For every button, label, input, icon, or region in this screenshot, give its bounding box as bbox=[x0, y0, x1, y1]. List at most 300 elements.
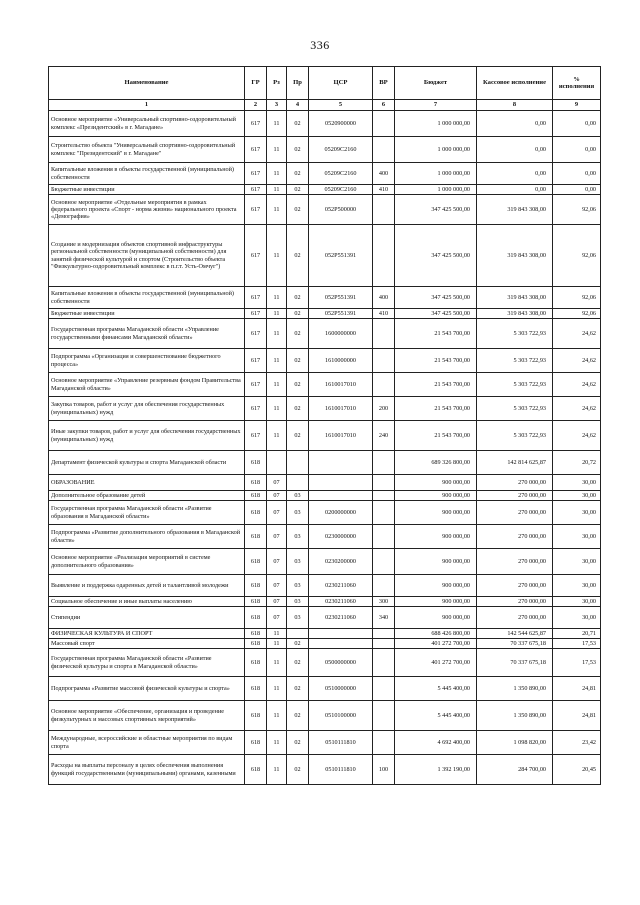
cell-cash: 319 843 308,00 bbox=[477, 309, 553, 319]
cell-csr: 1610017010 bbox=[309, 373, 373, 397]
cell-vr bbox=[373, 701, 395, 731]
cell-pr bbox=[287, 475, 309, 491]
cell-name: Бюджетные инвестиции bbox=[49, 185, 245, 195]
cell-gr: 618 bbox=[245, 451, 267, 475]
cell-pct: 92,06 bbox=[553, 309, 601, 319]
cell-gr: 617 bbox=[245, 137, 267, 163]
column-header: ЦСР bbox=[309, 67, 373, 100]
cell-name: Государственная программа Магаданской области «Управление государственными финансами Магаданской области» bbox=[49, 319, 245, 349]
table-row bbox=[49, 525, 601, 549]
cell-cash: 5 303 722,93 bbox=[477, 421, 553, 451]
cell-gr: 618 bbox=[245, 501, 267, 525]
cell-pct: 0,00 bbox=[553, 137, 601, 163]
cell-cash: 142 814 625,87 bbox=[477, 451, 553, 475]
cell-cash: 270 000,00 bbox=[477, 501, 553, 525]
cell-cash: 70 337 675,18 bbox=[477, 639, 553, 649]
cell-pct: 24,81 bbox=[553, 677, 601, 701]
cell-gr: 617 bbox=[245, 195, 267, 225]
cell-gr: 617 bbox=[245, 185, 267, 195]
cell-pr: 03 bbox=[287, 501, 309, 525]
cell-rz bbox=[267, 451, 287, 475]
cell-budget: 900 000,00 bbox=[395, 575, 477, 597]
cell-rz: 07 bbox=[267, 597, 287, 607]
table-row bbox=[49, 649, 601, 677]
cell-csr: 05209С2160 bbox=[309, 185, 373, 195]
cell-pr: 02 bbox=[287, 731, 309, 755]
cell-pr: 02 bbox=[287, 701, 309, 731]
cell-name: Основное мероприятие «Универсальный спортивно-оздоровительный комплекс «Президентский» в г. Магадане» bbox=[49, 111, 245, 137]
cell-rz: 07 bbox=[267, 491, 287, 501]
cell-csr: 052P551391 bbox=[309, 225, 373, 287]
cell-cash: 1 350 890,00 bbox=[477, 701, 553, 731]
cell-pct: 17,53 bbox=[553, 649, 601, 677]
cell-pct: 17,53 bbox=[553, 639, 601, 649]
cell-pct: 24,62 bbox=[553, 421, 601, 451]
cell-budget: 1 000 000,00 bbox=[395, 163, 477, 185]
table-row bbox=[49, 607, 601, 629]
cell-csr: 0230211060 bbox=[309, 575, 373, 597]
table-row bbox=[49, 701, 601, 731]
cell-pct: 92,06 bbox=[553, 195, 601, 225]
cell-vr: 300 bbox=[373, 597, 395, 607]
cell-pct: 24,62 bbox=[553, 349, 601, 373]
cell-budget: 900 000,00 bbox=[395, 491, 477, 501]
table-row bbox=[49, 137, 601, 163]
cell-budget: 900 000,00 bbox=[395, 525, 477, 549]
cell-pr: 02 bbox=[287, 225, 309, 287]
cell-gr: 617 bbox=[245, 373, 267, 397]
cell-rz: 11 bbox=[267, 649, 287, 677]
cell-rz: 07 bbox=[267, 475, 287, 491]
cell-gr: 618 bbox=[245, 639, 267, 649]
cell-name: Расходы на выплаты персоналу в целях обеспечения выполнения функций государственными (муниципальными) органами, казенными bbox=[49, 755, 245, 785]
cell-csr: 1610000000 bbox=[309, 349, 373, 373]
table-row bbox=[49, 319, 601, 349]
cell-name: Департамент физической культуры и спорта Магаданской области bbox=[49, 451, 245, 475]
cell-pr: 02 bbox=[287, 319, 309, 349]
cell-vr bbox=[373, 475, 395, 491]
cell-pct: 24,62 bbox=[553, 319, 601, 349]
cell-budget: 900 000,00 bbox=[395, 475, 477, 491]
cell-name: Основное мероприятие «Реализация мероприятий в системе дополнительного образования» bbox=[49, 549, 245, 575]
cell-rz: 07 bbox=[267, 501, 287, 525]
cell-rz: 11 bbox=[267, 195, 287, 225]
cell-pct: 30,00 bbox=[553, 549, 601, 575]
cell-cash: 0,00 bbox=[477, 111, 553, 137]
table-row bbox=[49, 597, 601, 607]
cell-vr bbox=[373, 373, 395, 397]
cell-name: Капитальные вложения в объекты государственной (муниципальной) собственности bbox=[49, 163, 245, 185]
cell-csr: 052P551391 bbox=[309, 287, 373, 309]
cell-csr bbox=[309, 475, 373, 491]
page-number: 336 bbox=[310, 38, 330, 52]
cell-name: ОБРАЗОВАНИЕ bbox=[49, 475, 245, 491]
cell-budget: 689 326 800,00 bbox=[395, 451, 477, 475]
cell-cash: 270 000,00 bbox=[477, 607, 553, 629]
table-row bbox=[49, 163, 601, 185]
cell-cash: 0,00 bbox=[477, 137, 553, 163]
cell-pr bbox=[287, 451, 309, 475]
column-index: 7 bbox=[395, 100, 477, 111]
cell-vr bbox=[373, 501, 395, 525]
cell-gr: 618 bbox=[245, 597, 267, 607]
cell-cash: 270 000,00 bbox=[477, 475, 553, 491]
cell-name: Основное мероприятие «Управление резервным фондом Правительства Магаданской области» bbox=[49, 373, 245, 397]
cell-pct: 30,00 bbox=[553, 575, 601, 597]
cell-gr: 618 bbox=[245, 731, 267, 755]
cell-cash: 0,00 bbox=[477, 163, 553, 185]
cell-cash: 1 098 820,00 bbox=[477, 731, 553, 755]
cell-vr bbox=[373, 349, 395, 373]
header-row bbox=[49, 67, 601, 100]
cell-rz: 11 bbox=[267, 397, 287, 421]
table-row bbox=[49, 349, 601, 373]
cell-budget: 4 692 400,00 bbox=[395, 731, 477, 755]
cell-gr: 617 bbox=[245, 287, 267, 309]
cell-cash: 270 000,00 bbox=[477, 491, 553, 501]
cell-pr bbox=[287, 629, 309, 639]
cell-name: Основное мероприятие «Отдельные мероприятия в рамках федерального проекта «Спорт - норма жизни» национального проекта «Демография» bbox=[49, 195, 245, 225]
cell-gr: 617 bbox=[245, 309, 267, 319]
cell-gr: 617 bbox=[245, 349, 267, 373]
cell-pr: 03 bbox=[287, 525, 309, 549]
cell-gr: 618 bbox=[245, 549, 267, 575]
cell-cash: 70 337 675,18 bbox=[477, 649, 553, 677]
cell-csr: 05209С2160 bbox=[309, 163, 373, 185]
cell-gr: 617 bbox=[245, 163, 267, 185]
column-header: Наименование bbox=[49, 67, 245, 100]
cell-pr: 02 bbox=[287, 163, 309, 185]
cell-gr: 618 bbox=[245, 701, 267, 731]
cell-budget: 347 425 500,00 bbox=[395, 287, 477, 309]
cell-pr: 02 bbox=[287, 649, 309, 677]
cell-name: Иные закупки товаров, работ и услуг для обеспечения государственных (муниципальных) нужд bbox=[49, 421, 245, 451]
cell-rz: 07 bbox=[267, 607, 287, 629]
cell-rz: 11 bbox=[267, 349, 287, 373]
cell-vr bbox=[373, 525, 395, 549]
cell-rz: 11 bbox=[267, 287, 287, 309]
cell-rz: 11 bbox=[267, 677, 287, 701]
cell-csr bbox=[309, 629, 373, 639]
table-row bbox=[49, 185, 601, 195]
table-row bbox=[49, 287, 601, 309]
column-header: ВР bbox=[373, 67, 395, 100]
cell-vr bbox=[373, 677, 395, 701]
cell-pct: 30,00 bbox=[553, 597, 601, 607]
column-index: 8 bbox=[477, 100, 553, 111]
column-header: Бюджет bbox=[395, 67, 477, 100]
cell-gr: 618 bbox=[245, 475, 267, 491]
cell-cash: 270 000,00 bbox=[477, 575, 553, 597]
cell-pct: 30,00 bbox=[553, 501, 601, 525]
column-header: Пр bbox=[287, 67, 309, 100]
cell-csr: 052P551391 bbox=[309, 309, 373, 319]
cell-cash: 5 303 722,93 bbox=[477, 373, 553, 397]
cell-pct: 30,00 bbox=[553, 525, 601, 549]
cell-csr: 0200000000 bbox=[309, 501, 373, 525]
cell-rz: 11 bbox=[267, 163, 287, 185]
cell-rz: 11 bbox=[267, 639, 287, 649]
column-header: % исполнения bbox=[553, 67, 601, 100]
cell-vr bbox=[373, 649, 395, 677]
cell-budget: 347 425 500,00 bbox=[395, 309, 477, 319]
cell-gr: 618 bbox=[245, 629, 267, 639]
cell-rz: 11 bbox=[267, 111, 287, 137]
cell-vr bbox=[373, 549, 395, 575]
cell-csr: 1600000000 bbox=[309, 319, 373, 349]
cell-budget: 21 543 700,00 bbox=[395, 319, 477, 349]
cell-pr: 03 bbox=[287, 575, 309, 597]
cell-budget: 21 543 700,00 bbox=[395, 397, 477, 421]
cell-vr bbox=[373, 639, 395, 649]
cell-pr: 03 bbox=[287, 607, 309, 629]
cell-budget: 347 425 500,00 bbox=[395, 225, 477, 287]
cell-cash: 5 303 722,93 bbox=[477, 397, 553, 421]
cell-pr: 02 bbox=[287, 309, 309, 319]
cell-rz: 11 bbox=[267, 225, 287, 287]
cell-csr bbox=[309, 639, 373, 649]
cell-gr: 617 bbox=[245, 225, 267, 287]
cell-cash: 319 843 308,00 bbox=[477, 225, 553, 287]
cell-pr: 02 bbox=[287, 677, 309, 701]
cell-budget: 1 392 190,00 bbox=[395, 755, 477, 785]
cell-vr bbox=[373, 629, 395, 639]
cell-vr bbox=[373, 731, 395, 755]
cell-pr: 02 bbox=[287, 195, 309, 225]
cell-rz: 07 bbox=[267, 525, 287, 549]
cell-pct: 23,42 bbox=[553, 731, 601, 755]
column-header: Рз bbox=[267, 67, 287, 100]
table-row bbox=[49, 373, 601, 397]
cell-cash: 5 303 722,93 bbox=[477, 319, 553, 349]
cell-budget: 900 000,00 bbox=[395, 501, 477, 525]
cell-csr: 0510111810 bbox=[309, 731, 373, 755]
cell-name: Подпрограмма «Организация и совершенствование бюджетного процесса» bbox=[49, 349, 245, 373]
cell-gr: 617 bbox=[245, 111, 267, 137]
cell-name: Государственная программа Магаданской области «Развитие физической культуры и спорта в Магаданской области» bbox=[49, 649, 245, 677]
column-index: 9 bbox=[553, 100, 601, 111]
cell-budget: 401 272 700,00 bbox=[395, 649, 477, 677]
cell-vr bbox=[373, 195, 395, 225]
cell-pct: 24,62 bbox=[553, 397, 601, 421]
cell-name: Дополнительное образование детей bbox=[49, 491, 245, 501]
cell-gr: 618 bbox=[245, 755, 267, 785]
cell-rz: 11 bbox=[267, 373, 287, 397]
cell-csr: 0510000000 bbox=[309, 677, 373, 701]
table-row bbox=[49, 639, 601, 649]
table-row bbox=[49, 421, 601, 451]
cell-vr: 200 bbox=[373, 397, 395, 421]
cell-pr: 02 bbox=[287, 373, 309, 397]
cell-rz: 11 bbox=[267, 137, 287, 163]
cell-vr: 410 bbox=[373, 185, 395, 195]
column-index: 4 bbox=[287, 100, 309, 111]
cell-pct: 0,00 bbox=[553, 111, 601, 137]
table-row bbox=[49, 549, 601, 575]
cell-name: Подпрограмма «Развитие дополнительного образования в Магаданской области» bbox=[49, 525, 245, 549]
cell-csr: 0230211060 bbox=[309, 607, 373, 629]
cell-vr: 400 bbox=[373, 287, 395, 309]
cell-budget: 688 426 800,00 bbox=[395, 629, 477, 639]
cell-pr: 02 bbox=[287, 397, 309, 421]
cell-vr: 240 bbox=[373, 421, 395, 451]
table-row bbox=[49, 475, 601, 491]
cell-csr: 0500000000 bbox=[309, 649, 373, 677]
cell-rz: 11 bbox=[267, 309, 287, 319]
table-row bbox=[49, 731, 601, 755]
cell-pct: 0,00 bbox=[553, 163, 601, 185]
cell-gr: 618 bbox=[245, 649, 267, 677]
table-row bbox=[49, 195, 601, 225]
cell-budget: 900 000,00 bbox=[395, 549, 477, 575]
table-row bbox=[49, 755, 601, 785]
cell-csr: 0510100000 bbox=[309, 701, 373, 731]
cell-rz: 07 bbox=[267, 575, 287, 597]
cell-vr: 400 bbox=[373, 163, 395, 185]
cell-pr: 03 bbox=[287, 549, 309, 575]
cell-csr: 052P500000 bbox=[309, 195, 373, 225]
cell-pr: 02 bbox=[287, 185, 309, 195]
table-row bbox=[49, 397, 601, 421]
cell-name: Подпрограмма «Развитие массовой физической культуры и спорта» bbox=[49, 677, 245, 701]
cell-budget: 5 445 400,00 bbox=[395, 677, 477, 701]
cell-pct: 30,00 bbox=[553, 475, 601, 491]
cell-cash: 270 000,00 bbox=[477, 525, 553, 549]
cell-name: Стипендии bbox=[49, 607, 245, 629]
cell-pr: 02 bbox=[287, 287, 309, 309]
cell-vr: 100 bbox=[373, 755, 395, 785]
cell-csr: 0230000000 bbox=[309, 525, 373, 549]
cell-csr bbox=[309, 451, 373, 475]
column-index: 6 bbox=[373, 100, 395, 111]
column-index: 1 bbox=[49, 100, 245, 111]
cell-name: Бюджетные инвестиции bbox=[49, 309, 245, 319]
cell-budget: 1 000 000,00 bbox=[395, 185, 477, 195]
column-header: ГР bbox=[245, 67, 267, 100]
cell-gr: 617 bbox=[245, 397, 267, 421]
cell-budget: 21 543 700,00 bbox=[395, 349, 477, 373]
table-row bbox=[49, 629, 601, 639]
cell-pr: 02 bbox=[287, 137, 309, 163]
table-row bbox=[49, 451, 601, 475]
cell-vr bbox=[373, 319, 395, 349]
cell-csr: 0230211060 bbox=[309, 597, 373, 607]
cell-name: Строительство объекта "Универсальный спортивно-оздоровительный комплекс "Президентский" в г. Магадане" bbox=[49, 137, 245, 163]
cell-rz: 11 bbox=[267, 755, 287, 785]
cell-rz: 07 bbox=[267, 549, 287, 575]
cell-pr: 03 bbox=[287, 597, 309, 607]
cell-name: Создание и модернизация объектов спортивной инфраструктуры региональной собственности (муниципальной собственности) для занятий физической культурой и спортом (Строительство объекта "Физкультурно-оздоровительный комплекс в п.г.т. Усть-Омчуг") bbox=[49, 225, 245, 287]
table-row bbox=[49, 501, 601, 525]
cell-vr bbox=[373, 111, 395, 137]
cell-pr: 02 bbox=[287, 639, 309, 649]
cell-budget: 347 425 500,00 bbox=[395, 195, 477, 225]
cell-csr: 0230200000 bbox=[309, 549, 373, 575]
cell-name: ФИЗИЧЕСКАЯ КУЛЬТУРА И СПОРТ bbox=[49, 629, 245, 639]
cell-pct: 20,45 bbox=[553, 755, 601, 785]
cell-budget: 21 543 700,00 bbox=[395, 373, 477, 397]
cell-budget: 1 000 000,00 bbox=[395, 111, 477, 137]
table-row bbox=[49, 575, 601, 597]
column-index: 3 bbox=[267, 100, 287, 111]
cell-budget: 900 000,00 bbox=[395, 607, 477, 629]
cell-name: Международные, всероссийские и областные мероприятия по видам спорта bbox=[49, 731, 245, 755]
table-row bbox=[49, 225, 601, 287]
cell-rz: 11 bbox=[267, 629, 287, 639]
table-row bbox=[49, 309, 601, 319]
cell-budget: 900 000,00 bbox=[395, 597, 477, 607]
cell-pr: 03 bbox=[287, 491, 309, 501]
cell-cash: 319 843 308,00 bbox=[477, 195, 553, 225]
cell-name: Выявление и поддержка одаренных детей и талантливой молодежи bbox=[49, 575, 245, 597]
cell-csr: 1610017010 bbox=[309, 421, 373, 451]
table-row bbox=[49, 677, 601, 701]
cell-pct: 30,00 bbox=[553, 491, 601, 501]
cell-budget: 5 445 400,00 bbox=[395, 701, 477, 731]
cell-vr bbox=[373, 225, 395, 287]
cell-pct: 24,62 bbox=[553, 373, 601, 397]
cell-cash: 284 700,00 bbox=[477, 755, 553, 785]
cell-gr: 618 bbox=[245, 607, 267, 629]
cell-name: Капитальные вложения в объекты государственной (муниципальной) собственности bbox=[49, 287, 245, 309]
cell-cash: 270 000,00 bbox=[477, 549, 553, 575]
cell-csr: 05209С2160 bbox=[309, 137, 373, 163]
cell-vr bbox=[373, 137, 395, 163]
cell-rz: 11 bbox=[267, 731, 287, 755]
cell-pr: 02 bbox=[287, 421, 309, 451]
cell-pr: 02 bbox=[287, 349, 309, 373]
cell-rz: 11 bbox=[267, 185, 287, 195]
cell-gr: 617 bbox=[245, 319, 267, 349]
cell-gr: 617 bbox=[245, 421, 267, 451]
cell-csr: 0510111810 bbox=[309, 755, 373, 785]
cell-gr: 618 bbox=[245, 677, 267, 701]
cell-cash: 1 350 890,00 bbox=[477, 677, 553, 701]
cell-pct: 92,06 bbox=[553, 225, 601, 287]
cell-csr: 0520900000 bbox=[309, 111, 373, 137]
budget-table bbox=[48, 66, 601, 785]
cell-pct: 20,71 bbox=[553, 629, 601, 639]
column-index-row bbox=[49, 100, 601, 111]
cell-vr bbox=[373, 491, 395, 501]
cell-budget: 21 543 700,00 bbox=[395, 421, 477, 451]
cell-vr: 410 bbox=[373, 309, 395, 319]
column-header: Кассовое исполнение bbox=[477, 67, 553, 100]
cell-pct: 0,00 bbox=[553, 185, 601, 195]
table-row bbox=[49, 491, 601, 501]
cell-pr: 02 bbox=[287, 755, 309, 785]
column-index: 2 bbox=[245, 100, 267, 111]
cell-cash: 270 000,00 bbox=[477, 597, 553, 607]
cell-pct: 20,72 bbox=[553, 451, 601, 475]
cell-pct: 92,06 bbox=[553, 287, 601, 309]
cell-name: Закупка товаров, работ и услуг для обеспечения государственных (муниципальных) нужд bbox=[49, 397, 245, 421]
cell-pct: 24,81 bbox=[553, 701, 601, 731]
cell-cash: 142 544 625,87 bbox=[477, 629, 553, 639]
cell-budget: 401 272 700,00 bbox=[395, 639, 477, 649]
cell-gr: 618 bbox=[245, 525, 267, 549]
column-index: 5 bbox=[309, 100, 373, 111]
table-row bbox=[49, 111, 601, 137]
cell-vr: 340 bbox=[373, 607, 395, 629]
cell-budget: 1 000 000,00 bbox=[395, 137, 477, 163]
cell-csr bbox=[309, 491, 373, 501]
cell-name: Основное мероприятие «Обеспечение, организация и проведение физкультурных и массовых спортивных мероприятий» bbox=[49, 701, 245, 731]
cell-name: Государственная программа Магаданской области «Развитие образования в Магаданской области» bbox=[49, 501, 245, 525]
cell-rz: 11 bbox=[267, 319, 287, 349]
cell-rz: 11 bbox=[267, 421, 287, 451]
cell-vr bbox=[373, 575, 395, 597]
